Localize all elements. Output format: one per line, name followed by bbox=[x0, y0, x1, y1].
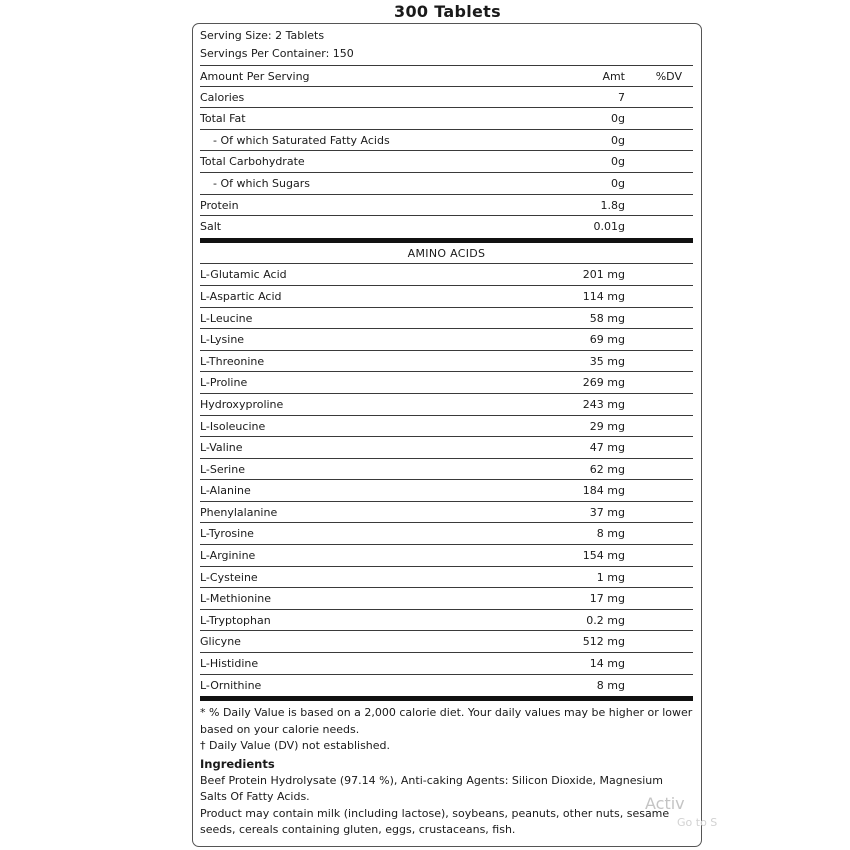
nutrient-row bbox=[200, 87, 693, 109]
amino-acid-name: L-Proline bbox=[200, 376, 248, 390]
amino-acid-name: L-Serine bbox=[200, 462, 245, 476]
amino-acid-row bbox=[200, 523, 693, 545]
amino-acid-name: L-Lysine bbox=[200, 333, 245, 347]
amino-acid-row bbox=[200, 286, 693, 308]
product-title: 300 Tablets bbox=[394, 2, 501, 21]
ingredients-text: Beef Protein Hydrolysate (97.14 %), Anti-caking Agents: Silicon Dioxide, Magnesium Salts Of Fatty Acids. bbox=[200, 773, 663, 804]
supplement-facts-panel bbox=[192, 23, 702, 847]
amino-acid-amount: 14 mg bbox=[589, 657, 625, 671]
amino-acid-name: L-Alanine bbox=[200, 484, 251, 498]
nutrient-row bbox=[200, 108, 693, 130]
amino-acid-amount: 0.2 mg bbox=[586, 613, 625, 627]
amino-acid-row bbox=[200, 502, 693, 524]
amino-acid-name: Phenylalanine bbox=[200, 505, 278, 519]
amino-acid-name: L-Ornithine bbox=[200, 678, 262, 692]
amino-acid-name: L-Methionine bbox=[200, 592, 272, 606]
amino-acid-name: L-Tryptophan bbox=[200, 613, 271, 627]
amino-acid-row bbox=[200, 264, 693, 286]
amino-acid-amount: 8 mg bbox=[596, 678, 625, 692]
nutrient-row bbox=[200, 173, 693, 195]
amino-acid-amount: 35 mg bbox=[589, 354, 625, 368]
daily-value-note: * % Daily Value is based on a 2,000 calorie diet. Your daily values may be higher or lower based on your calorie needs. bbox=[200, 706, 693, 736]
footer-divider bbox=[200, 696, 693, 701]
amino-acid-row bbox=[200, 610, 693, 632]
amt-column-header: Amt bbox=[602, 70, 625, 83]
nutrient-amount: 0g bbox=[611, 176, 625, 190]
amino-acid-row bbox=[200, 545, 693, 567]
dv-not-established-note: † Daily Value (DV) not established. bbox=[200, 739, 391, 753]
nutrient-name: Protein bbox=[200, 198, 239, 212]
servings-per-container: Servings Per Container: 150 bbox=[200, 47, 354, 60]
allergen-text: Product may contain milk (including lactose), soybeans, peanuts, other nuts, sesame seeds, cereals containing gluten, eggs, crustaceans, fish. bbox=[200, 806, 670, 837]
amino-acid-row bbox=[200, 329, 693, 351]
amino-acid-amount: 269 mg bbox=[582, 376, 625, 390]
nutrient-name: - Of which Sugars bbox=[213, 176, 310, 190]
nutrient-amount: 0.01g bbox=[593, 220, 625, 234]
amino-acid-row bbox=[200, 631, 693, 653]
ingredients-heading: Ingredients bbox=[200, 757, 275, 772]
amino-acid-amount: 37 mg bbox=[589, 505, 625, 519]
amino-acid-amount: 8 mg bbox=[596, 527, 625, 541]
amino-acid-row bbox=[200, 567, 693, 589]
dv-column-header: %DV bbox=[655, 70, 682, 83]
amino-acid-amount: 184 mg bbox=[582, 484, 625, 498]
amino-acid-amount: 69 mg bbox=[589, 333, 625, 347]
amino-acid-amount: 1 mg bbox=[596, 570, 625, 584]
amino-acid-row bbox=[200, 437, 693, 459]
amino-acid-name: L-Histidine bbox=[200, 657, 259, 671]
amount-header-row bbox=[200, 65, 693, 87]
amino-acid-name: L-Tyrosine bbox=[200, 527, 254, 541]
amount-per-serving-label: Amount Per Serving bbox=[200, 70, 310, 83]
amino-acid-name: L-Cysteine bbox=[200, 570, 258, 584]
serving-size: Serving Size: 2 Tablets bbox=[200, 29, 325, 42]
amino-acid-name: L-Aspartic Acid bbox=[200, 289, 282, 303]
amino-acid-amount: 29 mg bbox=[589, 419, 625, 433]
nutrient-amount: 7 bbox=[618, 90, 625, 104]
nutrient-name: Calories bbox=[200, 90, 245, 104]
amino-acids-heading: AMINO ACIDS bbox=[200, 243, 693, 265]
amino-acid-row bbox=[200, 459, 693, 481]
amino-acid-row bbox=[200, 653, 693, 675]
amino-acid-name: L-Isoleucine bbox=[200, 419, 266, 433]
amino-acid-name: L-Threonine bbox=[200, 354, 265, 368]
amino-acid-row bbox=[200, 351, 693, 373]
nutrient-row bbox=[200, 130, 693, 152]
amino-acid-row bbox=[200, 394, 693, 416]
amino-acid-row bbox=[200, 372, 693, 394]
nutrient-row bbox=[200, 216, 693, 238]
nutrient-amount: 1.8g bbox=[600, 198, 625, 212]
amino-acid-amount: 512 mg bbox=[582, 635, 625, 649]
amino-acid-amount: 58 mg bbox=[589, 311, 625, 325]
amino-acid-row bbox=[200, 588, 693, 610]
amino-acid-amount: 17 mg bbox=[589, 592, 625, 606]
nutrient-row bbox=[200, 195, 693, 217]
nutrient-row bbox=[200, 151, 693, 173]
amino-acid-row bbox=[200, 416, 693, 438]
nutrient-amount: 0g bbox=[611, 155, 625, 169]
amino-acid-amount: 243 mg bbox=[582, 397, 625, 411]
activation-watermark: Activ bbox=[645, 794, 685, 813]
amino-acid-row bbox=[200, 480, 693, 502]
amino-acid-name: L-Leucine bbox=[200, 311, 253, 325]
nutrient-amount: 0g bbox=[611, 112, 625, 126]
nutrient-list bbox=[200, 87, 693, 238]
nutrient-name: - Of which Saturated Fatty Acids bbox=[213, 133, 390, 147]
nutrient-name: Total Carbohydrate bbox=[200, 155, 305, 169]
amino-acid-name: Glicyne bbox=[200, 635, 241, 649]
amino-acid-list bbox=[200, 264, 693, 696]
footnotes bbox=[200, 705, 693, 838]
amino-acid-amount: 114 mg bbox=[582, 289, 625, 303]
amino-acid-row bbox=[200, 308, 693, 330]
amino-acid-name: L-Glutamic Acid bbox=[200, 268, 287, 282]
amino-acid-name: L-Valine bbox=[200, 441, 243, 455]
amino-acid-name: Hydroxyproline bbox=[200, 397, 284, 411]
amino-acid-amount: 62 mg bbox=[589, 462, 625, 476]
amino-acid-row bbox=[200, 675, 693, 697]
panel-content bbox=[200, 24, 693, 838]
activation-watermark-subtext: Go to S bbox=[677, 816, 718, 829]
amino-acid-amount: 201 mg bbox=[582, 268, 625, 282]
amino-acid-name: L-Arginine bbox=[200, 549, 256, 563]
amino-acid-amount: 154 mg bbox=[582, 549, 625, 563]
nutrient-name: Salt bbox=[200, 220, 222, 234]
nutrient-amount: 0g bbox=[611, 133, 625, 147]
nutrient-name: Total Fat bbox=[200, 112, 246, 126]
amino-acid-amount: 47 mg bbox=[589, 441, 625, 455]
